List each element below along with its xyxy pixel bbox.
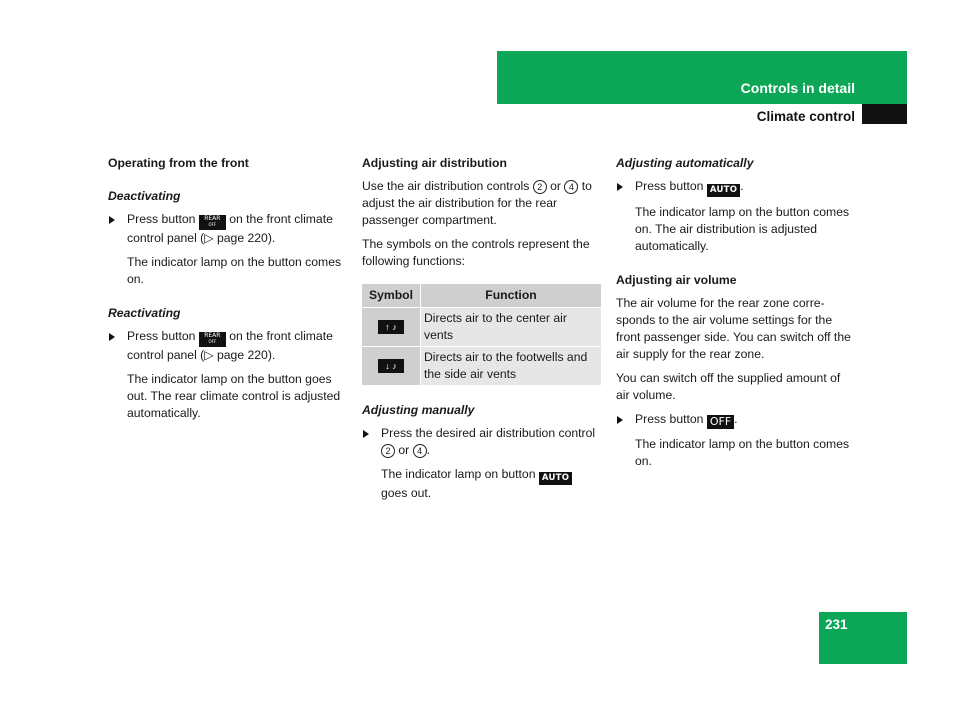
table-header-row [362,284,601,308]
bullet-triangle-icon [109,216,115,224]
heading-air-distribution: Adjusting air distribution [362,156,507,170]
result-off: The indicator lamp on the button comes on. [635,437,850,468]
page-number: 231 [825,617,848,632]
control-2-icon: 2 [381,444,395,458]
column-3 [616,155,856,477]
bullet-triangle-icon [109,333,115,341]
table-header-function: Function [421,284,602,308]
table-header-symbol: Symbol [362,284,421,308]
heading-reactivating: Reactivating [108,306,181,320]
air-to-footwells-icon: ↓ ♪ [378,359,404,373]
bullet-triangle-icon [363,430,369,438]
table-row [362,347,601,386]
bullet-triangle-icon [617,416,623,424]
step-manual: Press the desired air distribution control 2 or 4 . [362,425,602,459]
table-cell-function: Directs air to the footwells and the side air vents [421,347,602,386]
result-manual: The indicator lamp on button AUTO goes out. [362,466,602,502]
bullet-triangle-icon [617,183,623,191]
auto-button-icon: AUTO [539,472,572,485]
step-deactivate: Press button REAR OFF on the front climate control panel (▷ page 220). [108,211,348,247]
result-reactivate: The indicator lamp on the button goes out. The rear climate control is adjusted automatically. [127,372,341,420]
step-auto: Press button AUTO . [616,178,856,197]
table-cell-function: Directs air to the center air vents [421,308,602,347]
rear-off-button-icon: REAR OFF [199,215,226,230]
air-to-center-vents-icon: ↑ ♪ [378,320,404,334]
heading-operating-front: Operating from the front [108,156,249,170]
symbol-function-table [362,284,601,385]
column-2 [362,155,602,509]
heading-air-volume: Adjusting air volume [616,273,737,287]
heading-adjusting-manually: Adjusting manually [362,403,475,417]
off-button-icon: OFF [707,415,734,429]
header-black-tab [862,104,907,124]
auto-button-icon: AUTO [707,184,740,197]
control-4-icon: 4 [413,444,427,458]
subsection-title: Climate control [756,109,855,124]
column-1 [108,155,348,429]
paragraph-symbols: The symbols on the controls represent the following functions: [362,237,590,268]
rear-off-button-icon: REAR OFF [199,332,226,347]
heading-deactivating: Deactivating [108,189,181,203]
step-off: Press button OFF . [616,411,856,429]
paragraph-switch-off: You can switch off the supplied amount of air volume. [616,371,841,402]
heading-adjusting-automatically: Adjusting automatically [616,156,754,170]
section-title: Controls in detail [740,80,855,96]
paragraph-distribution-controls: Use the air distribution controls 2 or 4 to adjust the air distribution for the rear passenger compartment. [362,179,592,227]
result-auto: The indicator lamp on the button comes on. The air distribution is adjusted automatically. [635,205,850,253]
table-row [362,308,601,347]
control-4-icon: 4 [564,180,578,194]
page-number-box [819,612,907,664]
result-deactivate: The indicator lamp on the button comes on. [127,255,342,286]
control-2-icon: 2 [533,180,547,194]
paragraph-air-volume: The air volume for the rear zone corre-sponds to the air volume settings for the front passenger side. You can switch off the air supply for the rear zone. [616,296,851,361]
step-reactivate: Press button REAR OFF on the front climate control panel (▷ page 220). [108,328,348,364]
